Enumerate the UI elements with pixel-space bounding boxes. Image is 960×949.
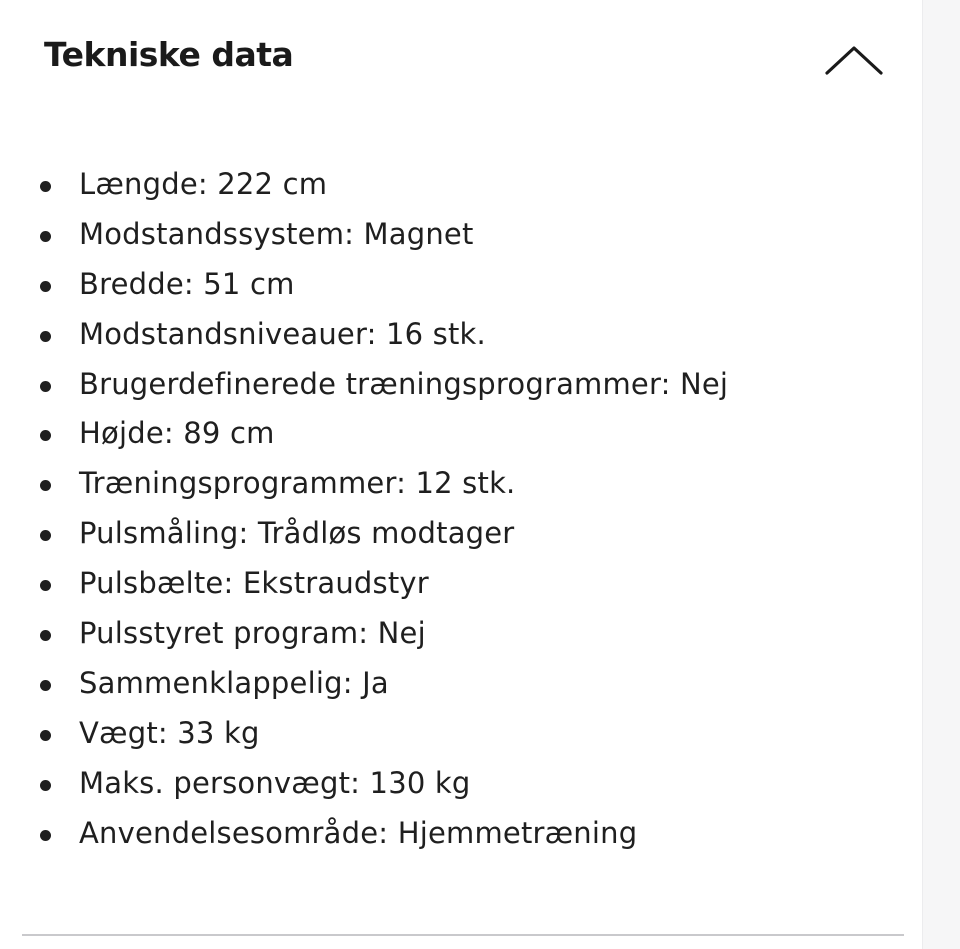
- list-item: [0, 659, 900, 709]
- bullet-icon: [40, 430, 51, 441]
- bullet-icon: [40, 381, 51, 392]
- bullet-icon: [40, 231, 51, 242]
- spec-list: [0, 160, 900, 858]
- spec-text: Pulsstyret program: Nej: [79, 616, 426, 651]
- list-item: [0, 459, 900, 509]
- spec-text: Pulsbælte: Ekstraudstyr: [79, 566, 429, 601]
- spec-text: Højde: 89 cm: [79, 416, 275, 451]
- spec-text: Modstandssystem: Magnet: [79, 216, 474, 251]
- bullet-icon: [40, 281, 51, 292]
- collapse-toggle-button[interactable]: [816, 34, 892, 86]
- bullet-icon: [40, 181, 51, 192]
- spec-text: Bredde: 51 cm: [79, 266, 295, 301]
- section-divider: [22, 934, 904, 936]
- list-item: [0, 509, 900, 559]
- bullet-icon: [40, 630, 51, 641]
- list-item: [0, 809, 900, 859]
- bullet-icon: [40, 331, 51, 342]
- bullet-icon: [40, 730, 51, 741]
- list-item: [0, 609, 900, 659]
- page-side-strip: [922, 0, 960, 949]
- spec-text: Vægt: 33 kg: [79, 715, 260, 750]
- spec-text: Anvendelsesområde: Hjemmetræning: [79, 815, 638, 850]
- spec-text: Træningsprogrammer: 12 stk.: [79, 466, 516, 501]
- bullet-icon: [40, 530, 51, 541]
- list-item: [0, 559, 900, 609]
- chevron-up-icon: [824, 42, 884, 78]
- bullet-icon: [40, 580, 51, 591]
- spec-text: Længde: 222 cm: [79, 167, 328, 201]
- section-title: Tekniske data: [44, 35, 294, 74]
- spec-text: Pulsmåling: Trådløs modtager: [79, 516, 515, 551]
- list-item: [0, 759, 900, 809]
- section-header[interactable]: [0, 0, 922, 120]
- list-item: [0, 310, 900, 360]
- bullet-icon: [40, 780, 51, 791]
- bullet-icon: [40, 830, 51, 841]
- bullet-icon: [40, 480, 51, 491]
- list-item: [0, 360, 900, 410]
- list-item: [0, 210, 900, 260]
- spec-text: Modstandsniveauer: 16 stk.: [79, 316, 486, 351]
- bullet-icon: [40, 680, 51, 691]
- spec-text: Brugerdefinerede træningsprogrammer: Nej: [79, 366, 729, 401]
- spec-text: Sammenklappelig: Ja: [79, 665, 389, 700]
- list-item: [0, 709, 900, 759]
- list-item: [0, 160, 900, 210]
- list-item: [0, 409, 900, 459]
- spec-text: Maks. personvægt: 130 kg: [79, 765, 471, 800]
- list-item: [0, 260, 900, 310]
